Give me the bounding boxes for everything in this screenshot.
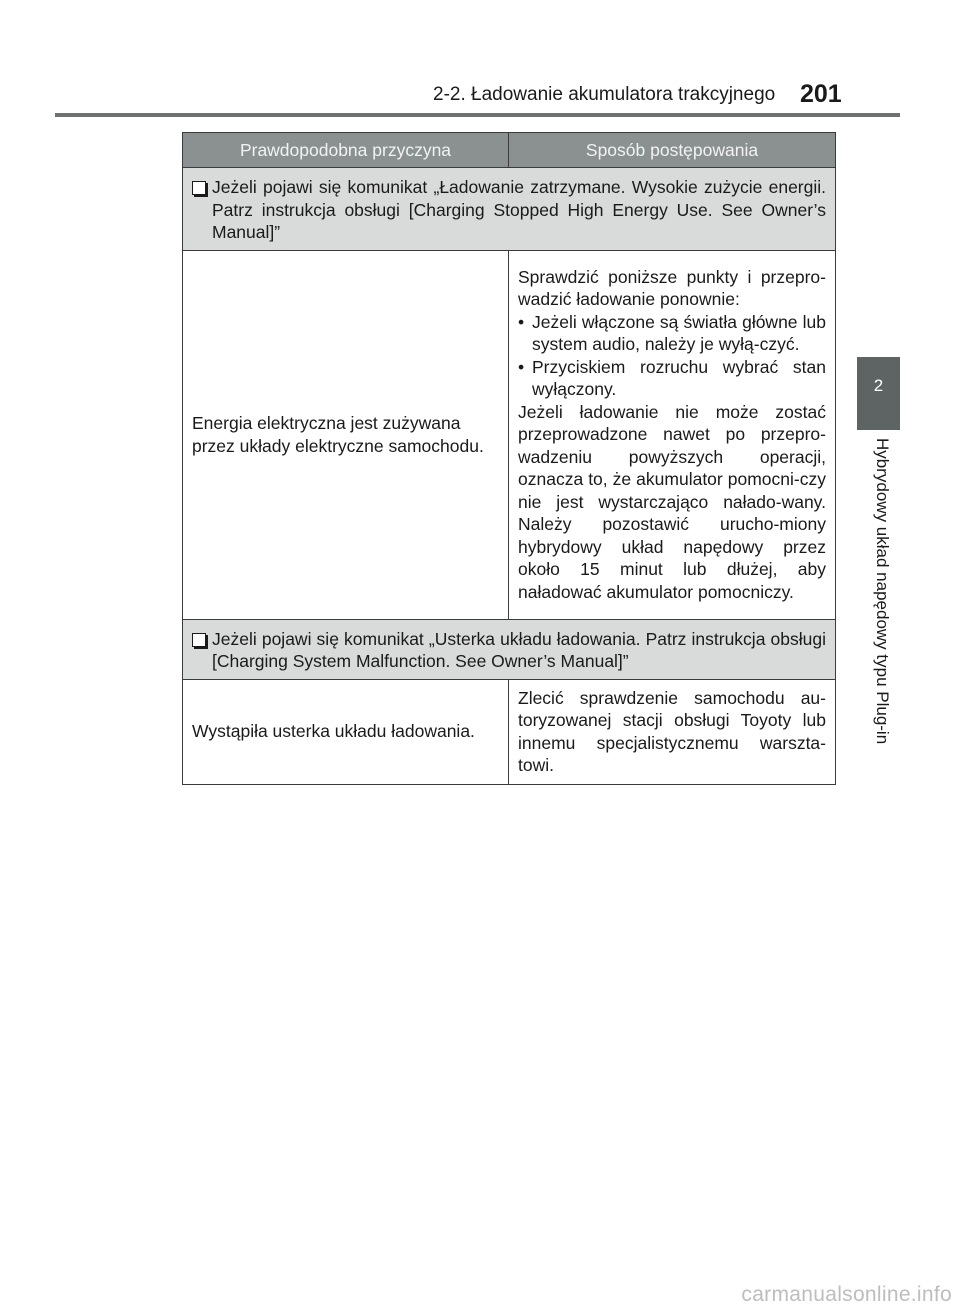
- condition-item: [192, 176, 826, 244]
- cause-line: przez układy elektryczne samochodu.: [192, 435, 484, 456]
- chapter-tab: 2: [857, 357, 900, 430]
- action-outro: Jeżeli ładowanie nie może zostać przeprowadzone nawet po przepro-wadzeniu powyższych operacji, oznacza to, że akumulator pomocni-czy nie jest wystarczająco nałado-wany. Należy pozostawić urucho-miony hybrydowy układ napędowy przez około 15 minut lub dłużej, aby naładować akumulator pomocniczy.: [518, 401, 826, 602]
- checkbox-square-icon: [192, 181, 206, 195]
- condition-text: Jeżeli pojawi się komunikat „Ładowanie zatrzymane. Wysokie zużycie energii. Patrz instrukcja obsługi [Charging Stopped High Energy Use. See Owner’s Manual]”: [212, 177, 826, 242]
- action-text: Zlecić sprawdzenie samochodu au-toryzowanej stacji obsługi Toyoty lub innemu specjalistycznemu warszta-towi.: [518, 687, 826, 775]
- condition-text: Jeżeli pojawi się komunikat „Usterka układu ładowania. Patrz instrukcja obsługi [Charging System Malfunction. See Owner’s Manual]”: [212, 628, 826, 671]
- action-bullet-text: Jeżeli włączone są światła główne lub system audio, należy je wyłą-czyć.: [532, 311, 826, 355]
- action-bullet-text: Przyciskiem rozruchu wybrać stan wyłączony.: [532, 356, 826, 400]
- cause-cell: [183, 250, 509, 619]
- condition-item: [192, 628, 826, 673]
- bullet-dot-icon: •: [518, 311, 525, 332]
- cause-line: Energia elektryczna jest zużywana: [192, 413, 461, 433]
- running-header: 2-2. Ładowanie akumulatora trakcyjnego: [433, 84, 776, 105]
- watermark: carmanualsonline.info: [741, 1283, 952, 1306]
- condition-cell: [183, 168, 836, 251]
- chapter-label: Hybrydowy układ napędowy typu Plug-in: [873, 438, 892, 745]
- column-header-cause: Prawdopodobna przyczyna: [183, 133, 509, 168]
- column-header-action: Sposób postępowania: [509, 133, 836, 168]
- bullet-dot-icon: •: [518, 356, 525, 377]
- table-row: [183, 250, 836, 619]
- table-row: [183, 679, 836, 784]
- action-bullet: [518, 311, 826, 356]
- header-divider: [55, 113, 900, 117]
- action-intro: Sprawdzić poniższe punkty i przepro-wadzić ładowanie ponownie:: [518, 266, 826, 310]
- condition-cell: [183, 619, 836, 679]
- page-number: 201: [800, 80, 842, 108]
- condition-row: [183, 619, 836, 679]
- action-cell: [509, 679, 836, 784]
- troubleshooting-table: [182, 132, 836, 785]
- checkbox-square-icon: [192, 633, 206, 647]
- table-header-row: [183, 133, 836, 168]
- action-bullet: [518, 356, 826, 401]
- cause-line: Wystąpiła usterka układu ładowania.: [192, 721, 475, 742]
- action-cell: [509, 250, 836, 619]
- condition-row: [183, 168, 836, 251]
- cause-cell: [183, 679, 509, 784]
